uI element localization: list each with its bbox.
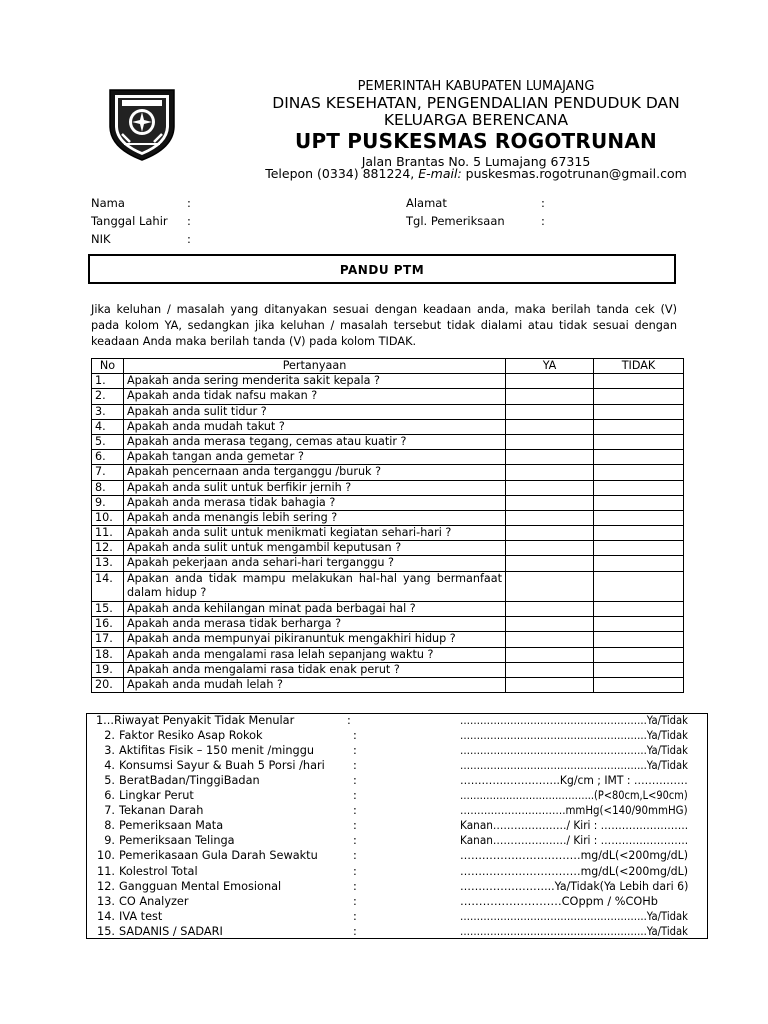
ya-checkbox-cell[interactable] — [506, 632, 594, 647]
tidak-checkbox-cell[interactable] — [594, 602, 684, 617]
checklist-colon: : — [347, 714, 351, 727]
table-row — [92, 389, 684, 404]
question-number: 12. — [92, 541, 124, 556]
checklist-label: Pemerikasaan Gula Darah Sewaktu — [119, 849, 318, 863]
ya-checkbox-cell[interactable] — [506, 434, 594, 449]
checklist-colon: : — [353, 864, 357, 878]
question-number: 17. — [92, 632, 124, 647]
label-tgl-pemeriksaan: Tgl. Pemeriksaan — [406, 214, 505, 228]
checklist-label: Pemeriksaan Mata — [119, 819, 224, 833]
ya-checkbox-cell[interactable] — [506, 510, 594, 525]
tidak-checkbox-cell[interactable] — [594, 419, 684, 434]
checklist-colon: : — [353, 789, 357, 803]
tidak-checkbox-cell[interactable] — [594, 677, 684, 692]
ya-checkbox-cell[interactable] — [506, 677, 594, 692]
table-row — [92, 434, 684, 449]
table-row — [92, 647, 684, 662]
tidak-checkbox-cell[interactable] — [594, 647, 684, 662]
table-row — [92, 571, 684, 601]
tidak-checkbox-cell[interactable] — [594, 510, 684, 525]
checklist-label: Faktor Resiko Asap Rokok — [119, 729, 263, 743]
label-nik: NIK — [91, 232, 111, 246]
form-title: PANDU PTM — [339, 263, 425, 277]
table-row — [92, 374, 684, 389]
ya-checkbox-cell[interactable] — [506, 389, 594, 404]
form-title-box — [88, 254, 676, 284]
question-text: Apakah anda mempunyai pikiranuntuk mengakhiri hidup ? — [124, 632, 506, 647]
colon-alamat: : — [541, 196, 545, 210]
question-text: Apakah anda sulit untuk mengambil keputusan ? — [124, 541, 506, 556]
label-tanggal-lahir: Tanggal Lahir — [91, 214, 168, 228]
table-row — [92, 677, 684, 692]
question-text: Apakah anda menangis lebih sering ? — [124, 510, 506, 525]
question-number: 2. — [92, 389, 124, 404]
colon-tgl-pemeriksaan: : — [541, 214, 545, 228]
table-row — [92, 541, 684, 556]
checklist-label: CO Analyzer — [119, 894, 189, 908]
ya-checkbox-cell[interactable] — [506, 602, 594, 617]
tidak-checkbox-cell[interactable] — [594, 556, 684, 571]
question-number: 11. — [92, 526, 124, 541]
ya-checkbox-cell[interactable] — [506, 419, 594, 434]
header-government: PEMERINTAH KABUPATEN LUMAJANG — [357, 79, 595, 94]
checklist-colon: : — [353, 819, 357, 833]
question-text: Apakah anda merasa tidak bahagia ? — [124, 495, 506, 510]
checklist-value-blank: ………………………………………………..Ya/Tidak — [460, 714, 688, 727]
tidak-checkbox-cell[interactable] — [594, 495, 684, 510]
ya-checkbox-cell[interactable] — [506, 541, 594, 556]
email-label: E-mail: — [418, 166, 462, 181]
question-number: 8. — [92, 480, 124, 495]
tidak-checkbox-cell[interactable] — [594, 434, 684, 449]
checklist-colon: : — [353, 909, 357, 923]
checklist-label: Konsumsi Sayur & Buah 5 Porsi /hari — [119, 759, 325, 773]
checklist-value-blank: ………………………COppm / %COHb — [460, 894, 658, 908]
ya-checkbox-cell[interactable] — [506, 404, 594, 419]
ya-checkbox-cell[interactable] — [506, 480, 594, 495]
question-text: Apakah anda mengalami rasa lelah sepanjang waktu ? — [124, 647, 506, 662]
checklist-colon: : — [353, 924, 357, 938]
checklist-label: BeratBadan/TinggiBadan — [119, 774, 260, 788]
table-header-row — [92, 359, 684, 374]
question-number: 19. — [92, 662, 124, 677]
checklist-number: 15. — [97, 924, 115, 938]
checklist-number: 13. — [97, 894, 115, 908]
checklist-colon: : — [353, 834, 357, 848]
colon-nik: : — [187, 232, 191, 246]
checklist-colon: : — [353, 879, 357, 893]
checklist-value-blank: ………………………………………………..Ya/Tidak — [460, 909, 688, 923]
colon-nama: : — [187, 196, 191, 210]
header-ya: YA — [506, 359, 594, 374]
tidak-checkbox-cell[interactable] — [594, 465, 684, 480]
checklist-label: IVA test — [119, 909, 163, 923]
checklist-colon: : — [353, 804, 357, 818]
table-row — [92, 404, 684, 419]
table-row — [92, 602, 684, 617]
checklist-label: Pemeriksaan Telinga — [119, 834, 235, 848]
question-text: Apakah pencernaan anda terganggu /buruk ? — [124, 465, 506, 480]
question-text: Apakan anda tidak mampu melakukan hal-hal yang bermanfaat dalam hidup ? — [124, 571, 506, 601]
tidak-checkbox-cell[interactable] — [594, 389, 684, 404]
question-text: Apakah anda merasa tidak berharga ? — [124, 617, 506, 632]
header-puskesmas: UPT PUSKESMAS ROGOTRUNAN — [295, 129, 657, 153]
checklist-value-blank: …………………………………..(P<80cm,L<90cm) — [460, 789, 688, 803]
checklist-colon: : — [353, 849, 357, 863]
checklist-value-blank: ………………………………………………..Ya/Tidak — [460, 729, 688, 743]
checklist-number: 7. — [104, 804, 115, 818]
question-number: 10. — [92, 510, 124, 525]
ya-checkbox-cell[interactable] — [506, 556, 594, 571]
checklist-label: Aktifitas Fisik – 150 menit /minggu — [119, 744, 315, 758]
question-text: Apakah anda kehilangan minat pada berbagai hal ? — [124, 602, 506, 617]
phone-text: Telepon (0334) 881224, — [265, 166, 419, 181]
checklist-colon: : — [353, 894, 357, 908]
question-number: 9. — [92, 495, 124, 510]
header-address: Jalan Brantas No. 5 Lumajang 67315 — [361, 154, 591, 169]
checklist-label: Gangguan Mental Emosional — [119, 879, 282, 893]
header-department-2: KELUARGA BERENCANA — [383, 111, 569, 129]
checklist-number: 10. — [97, 849, 115, 863]
question-number: 7. — [92, 465, 124, 480]
table-row — [92, 556, 684, 571]
question-number: 4. — [92, 419, 124, 434]
checklist-label: Tekanan Darah — [119, 804, 204, 818]
checklist-value-blank: ……………………………mg/dL(<200mg/dL) — [460, 849, 689, 863]
checklist-colon: : — [353, 744, 357, 758]
question-number: 3. — [92, 404, 124, 419]
question-number: 1. — [92, 374, 124, 389]
checklist-number: 11. — [97, 864, 115, 878]
tidak-checkbox-cell[interactable] — [594, 541, 684, 556]
question-text: Apakah pekerjaan anda sehari-hari terganggu ? — [124, 556, 506, 571]
ya-checkbox-cell[interactable] — [506, 450, 594, 465]
table-row — [92, 632, 684, 647]
question-text: Apakah anda mudah lelah ? — [124, 677, 506, 692]
tidak-checkbox-cell[interactable] — [594, 480, 684, 495]
question-text: Apakah anda sulit untuk berfikir jernih ? — [124, 480, 506, 495]
question-text: Apakah anda sulit untuk menikmati kegiatan sehari-hari ? — [124, 526, 506, 541]
checklist-value-blank: ………………………………………………..Ya/Tidak — [460, 759, 688, 773]
table-row — [92, 465, 684, 480]
tidak-checkbox-cell[interactable] — [594, 662, 684, 677]
colon-tanggal-lahir: : — [187, 214, 191, 228]
question-number: 15. — [92, 602, 124, 617]
header-pertanyaan: Pertanyaan — [124, 359, 506, 374]
checklist-value-blank: ………….…….……..Kg/cm ; IMT : …………… — [460, 774, 688, 788]
tidak-checkbox-cell[interactable] — [594, 571, 684, 601]
checklist-colon: : — [353, 759, 357, 773]
table-row — [92, 480, 684, 495]
ya-checkbox-cell[interactable] — [506, 374, 594, 389]
checklist-number: 14. — [97, 909, 115, 923]
table-row — [92, 495, 684, 510]
checklist-value-blank: ………………………….mmHg(<140/90mmHG) — [460, 804, 688, 818]
question-number: 20. — [92, 677, 124, 692]
checklist-number: 3. — [104, 744, 115, 758]
header-department: DINAS KESEHATAN, PENGENDALIAN PENDUDUK DAN — [272, 94, 680, 112]
checklist-label: Kolestrol Total — [119, 864, 198, 878]
header-tidak: TIDAK — [594, 359, 684, 374]
checklist-number: 4. — [104, 759, 115, 773]
checklist-value-blank: ……………………..Ya/Tidak(Ya Lebih dari 6) — [460, 879, 689, 893]
checklist-value-blank: ………………………………………………..Ya/Tidak — [460, 744, 688, 758]
question-text: Apakah anda sulit tidur ? — [124, 404, 506, 419]
ya-checkbox-cell[interactable] — [506, 662, 594, 677]
ya-checkbox-cell[interactable] — [506, 495, 594, 510]
checklist-number: 12. — [97, 879, 115, 893]
table-row — [92, 617, 684, 632]
question-text: Apakah anda mengalami rasa tidak enak perut ? — [124, 662, 506, 677]
header-contact — [200, 166, 752, 181]
question-text: Apakah anda tidak nafsu makan ? — [124, 389, 506, 404]
question-number: 16. — [92, 617, 124, 632]
label-nama: Nama — [91, 196, 125, 210]
checklist-colon: : — [353, 774, 357, 788]
header-no: No — [92, 359, 124, 374]
ya-checkbox-cell[interactable] — [506, 526, 594, 541]
checklist-number: 9. — [104, 834, 115, 848]
question-text: Apakah anda mudah takut ? — [124, 419, 506, 434]
ya-checkbox-cell[interactable] — [506, 647, 594, 662]
tidak-checkbox-cell[interactable] — [594, 450, 684, 465]
checklist-number: 8. — [104, 819, 115, 833]
checklist-label: SADANIS / SADARI — [119, 924, 223, 938]
checklist-value-blank: ……………………………mg/dL(<200mg/dL) — [460, 864, 689, 878]
checklist-value-blank: Kanan…………………/ Kiri : ……………………. — [460, 819, 689, 833]
tidak-checkbox-cell[interactable] — [594, 404, 684, 419]
table-row — [92, 510, 684, 525]
question-number: 13. — [92, 556, 124, 571]
ya-checkbox-cell[interactable] — [506, 617, 594, 632]
checklist-number: 5. — [104, 774, 115, 788]
table-row — [92, 419, 684, 434]
instructions-paragraph: Jika keluhan / masalah yang ditanyakan sesuai dengan keadaan anda, maka berilah tanda cek (V) pada kolom YA, sedangkan jika keluhan / masalah tersebut tidak dialami atau tidak sesuai dengan keadaan Anda maka berilah tanda (V) pada kolom TIDAK. — [91, 303, 677, 348]
question-text: Apakah tangan anda gemetar ? — [124, 450, 506, 465]
question-number: 18. — [92, 647, 124, 662]
checklist-number: 1... — [96, 714, 114, 727]
table-row — [92, 526, 684, 541]
question-number: 5. — [92, 434, 124, 449]
question-text: Apakah anda sering menderita sakit kepala ? — [124, 374, 506, 389]
question-number: 6. — [92, 450, 124, 465]
checklist-number: 6. — [104, 789, 115, 803]
checklist-value-blank: ………………………………………………..Ya/Tidak — [460, 924, 688, 938]
checklist-value-blank: Kanan…………………/ Kiri : ……………………. — [460, 834, 689, 848]
regency-emblem-logo — [104, 86, 180, 162]
checklist-number: 2. — [104, 729, 115, 743]
tidak-checkbox-cell[interactable] — [594, 617, 684, 632]
question-number: 14. — [92, 571, 124, 601]
table-row — [92, 662, 684, 677]
checklist-colon: : — [353, 729, 357, 743]
tidak-checkbox-cell[interactable] — [594, 526, 684, 541]
table-row — [92, 450, 684, 465]
checklist-label: Lingkar Perut — [119, 789, 194, 803]
question-table — [91, 358, 684, 693]
label-alamat: Alamat — [406, 196, 447, 210]
question-text: Apakah anda merasa tegang, cemas atau kuatir ? — [124, 434, 506, 449]
tidak-checkbox-cell[interactable] — [594, 374, 684, 389]
ya-checkbox-cell[interactable] — [506, 571, 594, 601]
checklist-label: Riwayat Penyakit Tidak Menular — [114, 714, 295, 727]
email-address: puskesmas.rogotrunan@gmail.com — [461, 166, 687, 181]
ya-checkbox-cell[interactable] — [506, 465, 594, 480]
tidak-checkbox-cell[interactable] — [594, 632, 684, 647]
